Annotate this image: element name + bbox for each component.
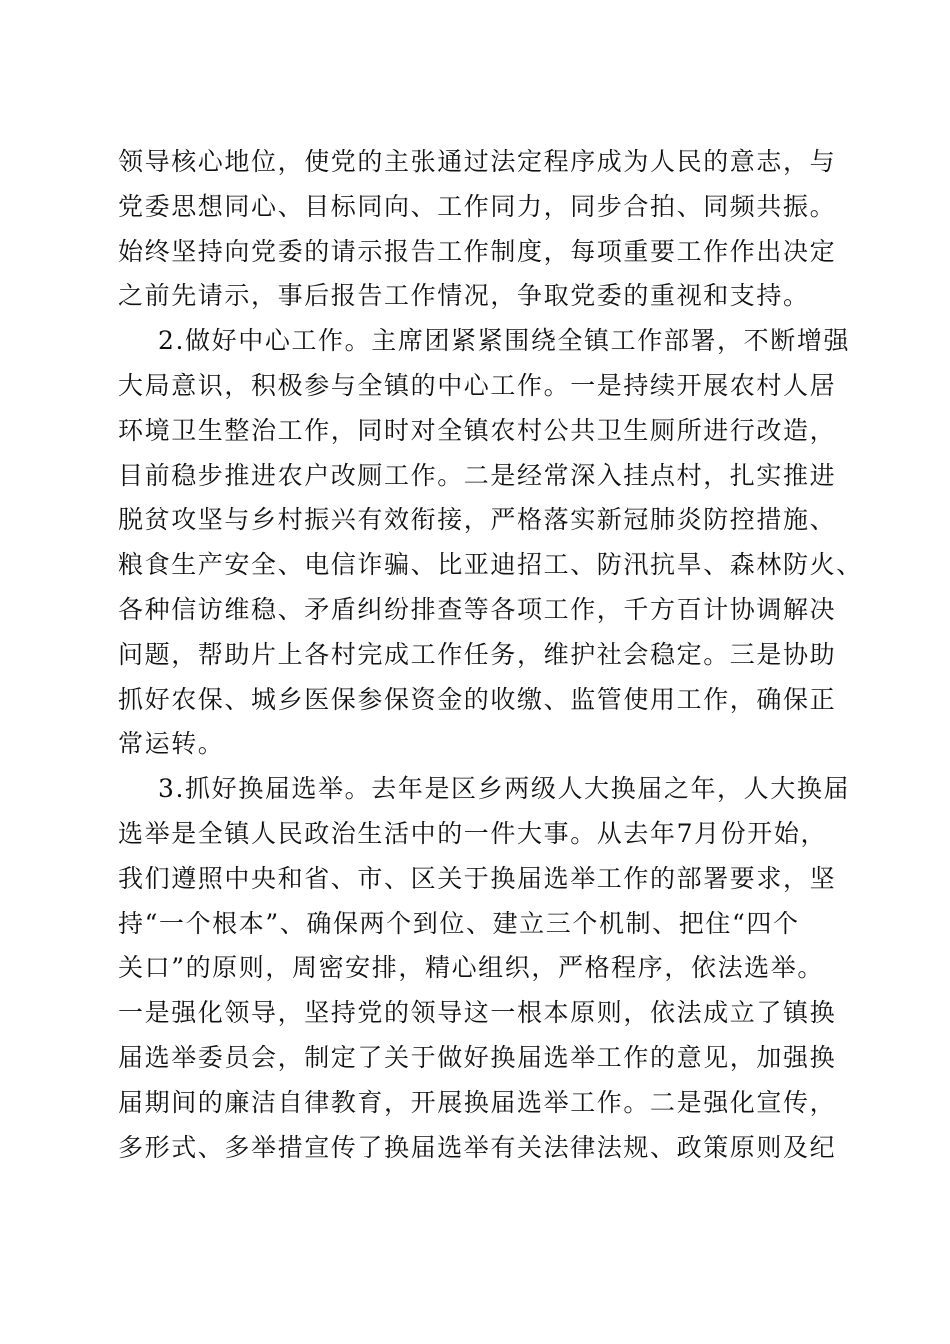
text-line: 届选举委员会，制定了关于做好换届选举工作的意见，加强换 [118, 1042, 837, 1072]
text-line: 选举是全镇人民政治生活中的一件大事。从去年7月份开始， [118, 818, 828, 848]
body-text [118, 140, 863, 1170]
text-line: 大局意识，积极参与全镇的中心工作。一是持续开展农村人居 [118, 370, 837, 400]
paragraph-first-line: 2.做好中心工作。主席团紧紧围绕全镇工作部署，不断增强 [158, 326, 851, 356]
text-line: 常运转。 [118, 729, 225, 759]
paragraph-first-line: 3.抓好换届选举。去年是区乡两级人大换届之年，人大换届 [158, 774, 851, 804]
text-line: 始终坚持向党委的请示报告工作制度，每项重要工作作出决定 [118, 236, 837, 266]
paragraph-item-3 [118, 767, 851, 1170]
text-line: 我们遵照中央和省、市、区关于换届选举工作的部署要求，坚 [118, 863, 837, 893]
text-line: 脱贫攻坚与乡村振兴有效衔接，严格落实新冠肺炎防控措施、 [118, 505, 837, 535]
text-line: 环境卫生整治工作，同时对全镇农村公共卫生厕所进行改造， [118, 415, 837, 445]
text-line: 多形式、多举措宣传了换届选举有关法律法规、政策原则及纪 [118, 1132, 837, 1162]
paragraph-item-2 [118, 319, 863, 767]
text-line: 持“一个根本”、确保两个到位、建立三个机制、把住“四个 [118, 908, 800, 938]
text-line: 目前稳步推进农户改厕工作。二是经常深入挂点村，扎实推进 [118, 460, 837, 490]
text-line: 之前先请示，事后报告工作情况，争取党委的重视和支持。 [118, 281, 810, 311]
text-line: 问题，帮助片上各村完成工作任务，维护社会稳定。三是协助 [118, 639, 837, 669]
text-line: 关口”的原则，周密安排，精心组织，严格程序，依法选举。 [118, 953, 824, 983]
text-line: 粮食生产安全、电信诈骗、比亚迪招工、防汛抗旱、森林防火、 [118, 550, 863, 580]
text-line: 抓好农保、城乡医保参保资金的收缴、监管使用工作，确保正 [118, 684, 837, 714]
text-line: 领导核心地位，使党的主张通过法定程序成为人民的意志，与 [118, 147, 837, 176]
text-line: 各种信访维稳、矛盾纠纷排查等各项工作，千方百计协调解决 [118, 594, 837, 624]
paragraph-continuation [118, 140, 838, 319]
text-line: 一是强化领导，坚持党的领导这一根本原则，依法成立了镇换 [118, 998, 837, 1028]
text-line: 届期间的廉洁自律教育，开展换届选举工作。二是强化宣传， [118, 1087, 837, 1117]
text-line: 党委思想同心、目标同向、工作同力，同步合拍、同频共振。 [118, 191, 837, 221]
